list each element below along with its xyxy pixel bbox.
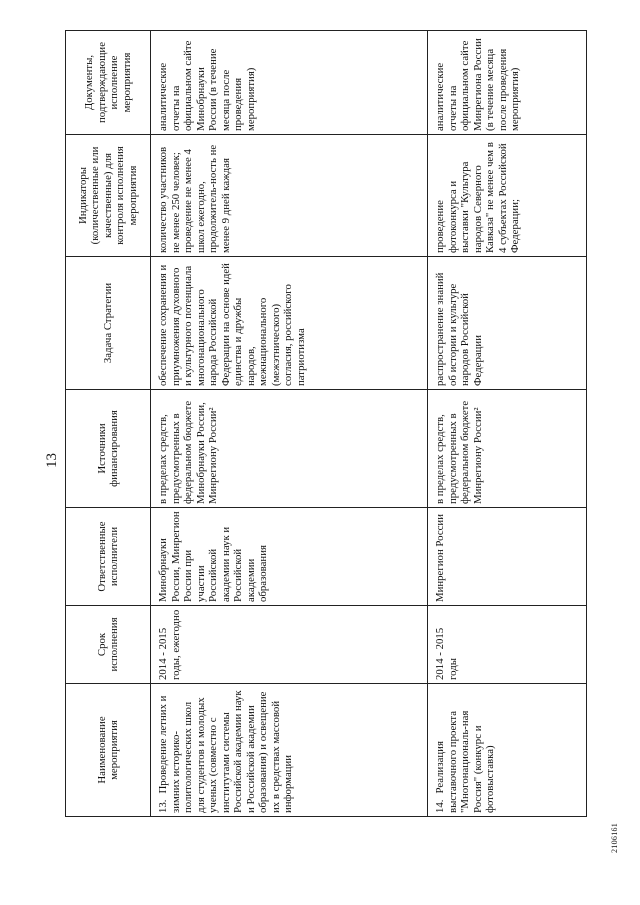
measures-table xyxy=(65,30,587,817)
row-name: Проведение летних и зимних историко-политологических школ для студентов и молодых ученых (совместно с институтами системы Российской академии наук и Российской академии образования) и освещение их в средствах массовой информации xyxy=(157,690,294,813)
cell-name xyxy=(151,684,428,817)
cell-funding: в пределах средств, предусмотренных в федеральном бюджете Минобрнауки России, Минрегиону России² xyxy=(151,390,428,508)
header-name: Наименование мероприятия xyxy=(66,684,151,817)
header-indicators: Индикаторы (количественные или качественные) для контроля исполнения мероприятия xyxy=(66,135,151,257)
header-documents: Документы, подтверждающие исполнение мероприятия xyxy=(66,31,151,135)
cell-documents: аналитические отчеты на официальном сайте Минобрнауки России (в течение месяца после проведения мероприятия) xyxy=(151,31,428,135)
header-funding: Источники финансирования xyxy=(66,390,151,508)
row-number: 13. xyxy=(157,799,169,813)
document-code: 2106161 xyxy=(610,822,619,853)
cell-funding: в пределах средств, предусмотренных в федеральном бюджете Минрегиону России² xyxy=(428,390,587,508)
cell-indicators: проведение фотоконкурса и выставки "Культура народов Северного Кавказа" не менее чем в 4 субъектах Российской Федерации; xyxy=(428,135,587,257)
page-number: 13 xyxy=(44,453,60,468)
cell-term: 2014 - 2015 годы xyxy=(428,606,587,684)
table-row xyxy=(428,31,587,817)
table-header-row xyxy=(66,31,151,817)
cell-executors: Минрегион России xyxy=(428,508,587,606)
row-number: 14. xyxy=(434,799,446,813)
header-executors: Ответственные исполнители xyxy=(66,508,151,606)
row-name: Реализация выставочного проекта "Многонациональ-ная Россия" (конкурс и фотовыставка) xyxy=(434,710,496,813)
header-task: Задача Стратегии xyxy=(66,257,151,390)
cell-indicators: количество участников не менее 250 человек; проведение не менее 4 школ ежегодно, продолжитель-ность не менее 9 дней каждая xyxy=(151,135,428,257)
table-row xyxy=(151,31,428,817)
cell-name xyxy=(428,684,587,817)
cell-executors: Минобрнауки России, Минрегион России при участии Российской академии наук и Российской академии образования xyxy=(151,508,428,606)
cell-documents: аналитические отчеты на официальном сайте Минрегиона России (в течение месяца после проведения мероприятия) xyxy=(428,31,587,135)
header-term: Срок исполнения xyxy=(66,606,151,684)
cell-task: обеспечение сохранения и приумножения духовного и культурного потенциала многонационального народа Российской Федерации на основе идей единства и дружбы народов, межнационального (межэтнического) согласия, российского патриотизма xyxy=(151,257,428,390)
cell-term: 2014 - 2015 годы, ежегодно xyxy=(151,606,428,684)
cell-task: распространение знаний об истории и культуре народов Российской Федерации xyxy=(428,257,587,390)
